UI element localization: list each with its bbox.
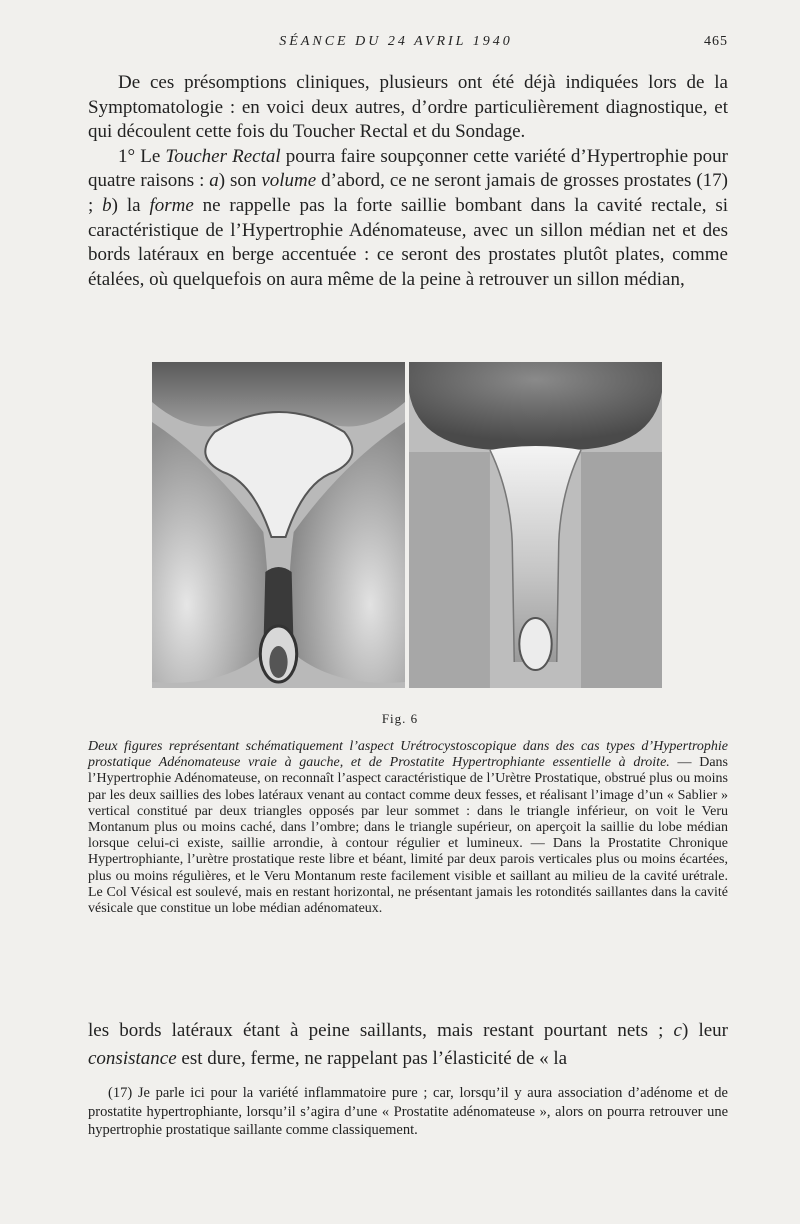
figure-label: Fig. 6: [381, 711, 419, 726]
text-run: ) leur: [681, 1020, 728, 1041]
caption-body: — Dans l’Hypertrophie Adénomateuse, on reconnaît l’aspect caractéristique de l’Urètre Prostatique, obstrué plus ou moins par les deux saillies des lobes latéraux venant au contact comme deux fesses, et réalisant l’image d’un « Sablier » vertical constitué par deux triangles opposés par leur sommet : dans le triangle inférieur, on voit le Veru Montanum plus ou moins caché, dans l’ombre; dans le triangle supérieur, on aperçoit la saillie du lobe médian lorsque celui-ci existe, saillie arrondie, à contour régulier et lumineux. — Dans la Prostatite Chronique Hypertrophiante, l’urètre prostatique reste libre et béant, limité par deux parois verticales plus ou moins écartées, plus ou moins régulières, et le Veru Montanum reste facilement visible et saillant au milieu de la cavité urétrale. Le Col Vésical est soulevé, mais en restant horizontal, ne présentant jamais les rotondités saillantes dans la cavité vésicale que constitue un lobe médian adénomateux.: [88, 755, 729, 917]
bottom-text: [88, 1017, 728, 1073]
text-run: est dure, ferme, ne rappelant pas l’élasticité de « la: [176, 1048, 568, 1069]
text-run: ne rappelle pas la forte saillie bombant dans la cavité rectale, si caractéristique de l’Hypertrophie Adénomateuse, avec un sillon médian net et des bords latéraux en berge accentuée : ce seront des prostates plutôt plates, comme étalées, où quelquefois on aura même de la peine à retrouver un sillon médian,: [88, 194, 729, 290]
marker-c: c: [673, 1020, 682, 1041]
term-consistance: consistance: [88, 1048, 177, 1069]
top-text: [88, 71, 728, 292]
figure-panel-adenomateuse: [152, 362, 405, 688]
footnote-text: (17) Je parle ici pour la variété inflammatoire pure ; car, lorsqu’il y aura association d’adénome et de prostatite hypertrophiante, lorsqu’il s’agira d’une « Prostatite adénomateuse », alors on pourra retrouver une hypertrophie prostatique saillante comme classiquement.: [88, 1085, 728, 1138]
text-run: d’abord, ce ne seront jamais de grosses prostates (17) ;: [88, 170, 728, 216]
running-head: [88, 34, 728, 50]
adenoma-illustration: [152, 362, 405, 688]
paragraph-presomptions: De ces présomptions cliniques, plusieurs ont été déjà indiquées lors de la Symptomatologie : en voici deux autres, d’ordre particulièrement diagnostique, et qui découlent cette fois du Toucher Rectal et du Sondage.: [88, 72, 728, 143]
prostatitis-illustration: [409, 362, 662, 688]
caption-title: Deux figures représentant schématiquement l’aspect Urétrocystoscopique dans des cas types d’Hypertrophie prostatique Adénomateuse vraie à gauche, et de Prostatite Hypertrophiante essentielle à droite.: [88, 739, 728, 771]
text-run: ) son: [218, 170, 262, 192]
text-run: ) la: [111, 194, 150, 216]
page-number: 465: [703, 34, 728, 49]
term-forme: forme: [149, 194, 194, 216]
text-run: 1° Le: [118, 145, 166, 167]
figure-caption: [88, 739, 728, 917]
running-title: SÉANCE DU 24 AVRIL 1940: [279, 34, 513, 49]
term-volume: volume: [261, 170, 317, 192]
paragraph-continuation: [88, 1017, 728, 1073]
figure-6: [152, 362, 662, 688]
text-run: pourra faire soupçonner cette variété d’Hypertrophie pour quatre raisons :: [88, 145, 728, 192]
paragraph-toucher-rectal: [88, 145, 728, 293]
marker-b: b: [102, 194, 112, 216]
figure-panel-prostatite: [409, 362, 662, 688]
footnote-17: [88, 1084, 728, 1140]
term-toucher-rectal: Toucher Rectal: [165, 145, 281, 167]
marker-a: a: [209, 170, 219, 192]
text-run: les bords latéraux étant à peine saillants, mais restant pourtant nets ;: [88, 1020, 674, 1041]
